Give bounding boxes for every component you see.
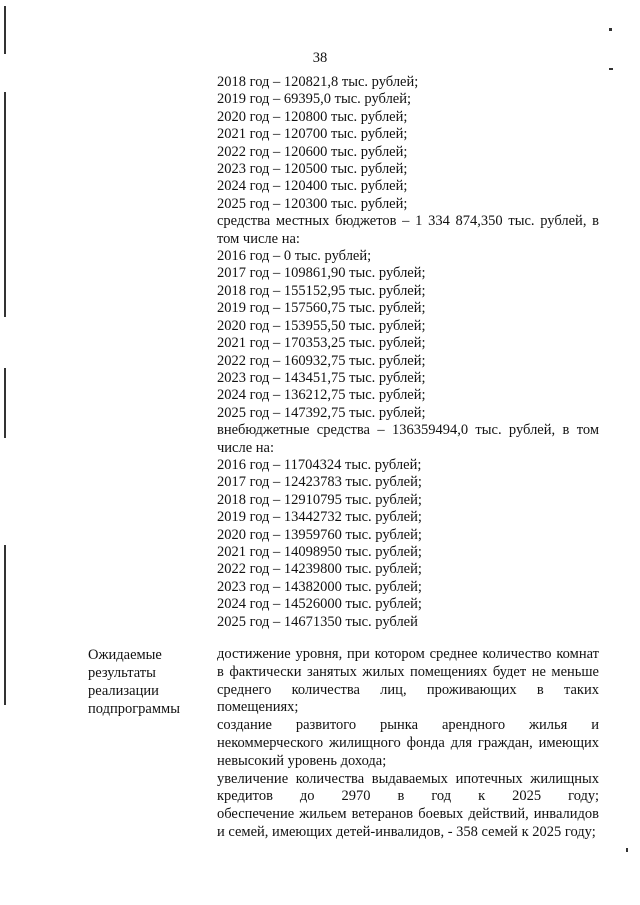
local-budget-line: 2016 год – 0 тыс. рублей; <box>217 248 372 265</box>
local-budget-line: 2020 год – 153955,50 тыс. рублей; <box>217 317 426 334</box>
scan-speck <box>626 848 628 852</box>
funding-line: 2020 год – 120800 тыс. рублей; <box>217 108 408 125</box>
results-label-line: реализации <box>88 683 159 699</box>
extra-budget-line: 2022 год – 14239800 тыс. рублей; <box>217 561 422 578</box>
funding-line: 2024 год – 120400 тыс. рублей; <box>217 178 408 195</box>
funding-line: 2018 год – 120821,8 тыс. рублей; <box>217 74 419 90</box>
extra-budget-line: 2018 год – 12910795 тыс. рублей; <box>217 491 422 508</box>
local-budget-heading: средства местных бюджетов – 1 334 874,350 тыс. рублей, в том числе на: <box>217 213 599 247</box>
funding-line: 2021 год – 120700 тыс. рублей; <box>217 126 408 143</box>
result-item: создание развитого рынка арендного жилья и некоммерческого жилищного фонда для граждан, имеющих невысокий уровень дохода; <box>217 717 599 769</box>
local-budget-line: 2024 год – 136212,75 тыс. рублей; <box>217 387 426 404</box>
results-list <box>217 646 599 842</box>
local-budget-line: 2019 год – 157560,75 тыс. рублей; <box>217 300 426 317</box>
results-label-line: Ожидаемые <box>88 647 162 663</box>
funding-line: 2019 год – 69395,0 тыс. рублей; <box>217 91 412 108</box>
local-budget-line: 2021 год – 170353,25 тыс. рублей; <box>217 335 426 352</box>
local-budget-line: 2018 год – 155152,95 тыс. рублей; <box>217 282 426 299</box>
extra-budget-line: 2020 год – 13959760 тыс. рублей; <box>217 526 422 543</box>
scan-edge-mark <box>4 545 6 705</box>
local-budget-line: 2022 год – 160932,75 тыс. рублей; <box>217 352 426 369</box>
funding-line: 2022 год – 120600 тыс. рублей; <box>217 143 408 160</box>
extra-budget-line: 2021 год – 14098950 тыс. рублей; <box>217 543 422 560</box>
extra-budget-heading: внебюджетные средства – 136359494,0 тыс. рублей, в том числе на: <box>217 422 599 456</box>
scan-edge-mark <box>4 368 6 438</box>
scan-edge-mark <box>4 92 6 317</box>
scan-speck <box>609 28 612 31</box>
local-budget-line: 2023 год – 143451,75 тыс. рублей; <box>217 369 426 386</box>
results-label-line: результаты <box>88 665 156 681</box>
extra-budget-line: 2023 год – 14382000 тыс. рублей; <box>217 578 422 595</box>
extra-budget-line: 2025 год – 14671350 тыс. рублей <box>217 613 418 630</box>
result-item: достижение уровня, при котором среднее количество комнат в фактически занятых жилых помещениях будет не меньше среднего количества лиц, проживающих в таких помещениях; <box>217 646 599 716</box>
local-budget-line: 2025 год – 147392,75 тыс. рублей; <box>217 404 426 421</box>
extra-budget-line: 2019 год – 13442732 тыс. рублей; <box>217 509 422 526</box>
funding-block <box>217 74 599 631</box>
result-item: увеличение количества выдаваемых ипотечных жилищных кредитов до 2970 в год к 2025 году; <box>217 770 599 805</box>
page-number: 38 <box>312 50 328 66</box>
results-label-line: подпрограммы <box>88 701 180 717</box>
local-budget-line: 2017 год – 109861,90 тыс. рублей; <box>217 265 426 282</box>
funding-line: 2023 год – 120500 тыс. рублей; <box>217 161 408 178</box>
extra-budget-line: 2017 год – 12423783 тыс. рублей; <box>217 474 422 491</box>
scan-speck <box>609 68 613 70</box>
scan-edge-mark <box>4 6 6 54</box>
extra-budget-line: 2016 год – 11704324 тыс. рублей; <box>217 456 422 473</box>
result-item: обеспечение жильем ветеранов боевых действий, инвалидов и семей, имеющих детей-инвалидов, - 358 семей к 2025 году; <box>217 806 599 840</box>
funding-line: 2025 год – 120300 тыс. рублей; <box>217 195 408 212</box>
extra-budget-line: 2024 год – 14526000 тыс. рублей; <box>217 596 422 613</box>
results-section-label <box>88 646 208 718</box>
